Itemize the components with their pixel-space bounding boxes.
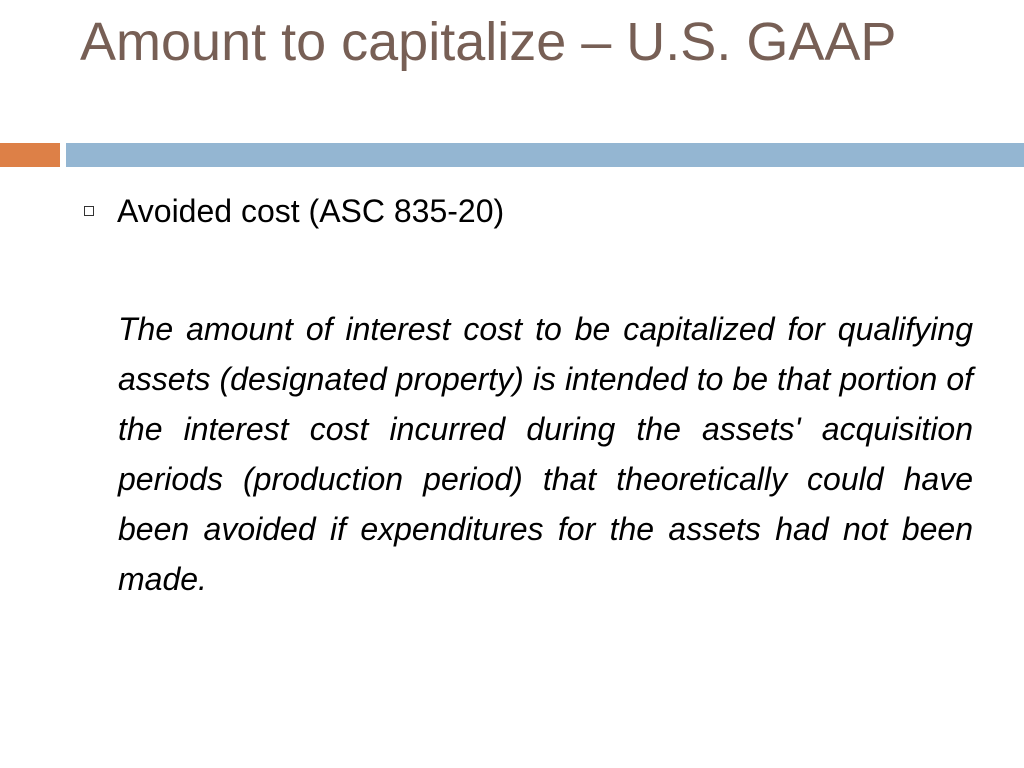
square-bullet-icon	[84, 206, 94, 216]
accent-bar-orange	[0, 143, 60, 167]
slide-title: Amount to capitalize – U.S. GAAP	[80, 12, 897, 72]
bullet-text: Avoided cost (ASC 835-20)	[117, 193, 505, 229]
quote-paragraph: The amount of interest cost to be capitalized for qualifying assets (designated property) is intended to be that portion of the interest cost incurred during the assets' acquisition periods (production period) that theoretically could have been avoided if expenditures for the assets had not been made.	[118, 311, 973, 597]
accent-bar-blue	[66, 143, 1024, 167]
